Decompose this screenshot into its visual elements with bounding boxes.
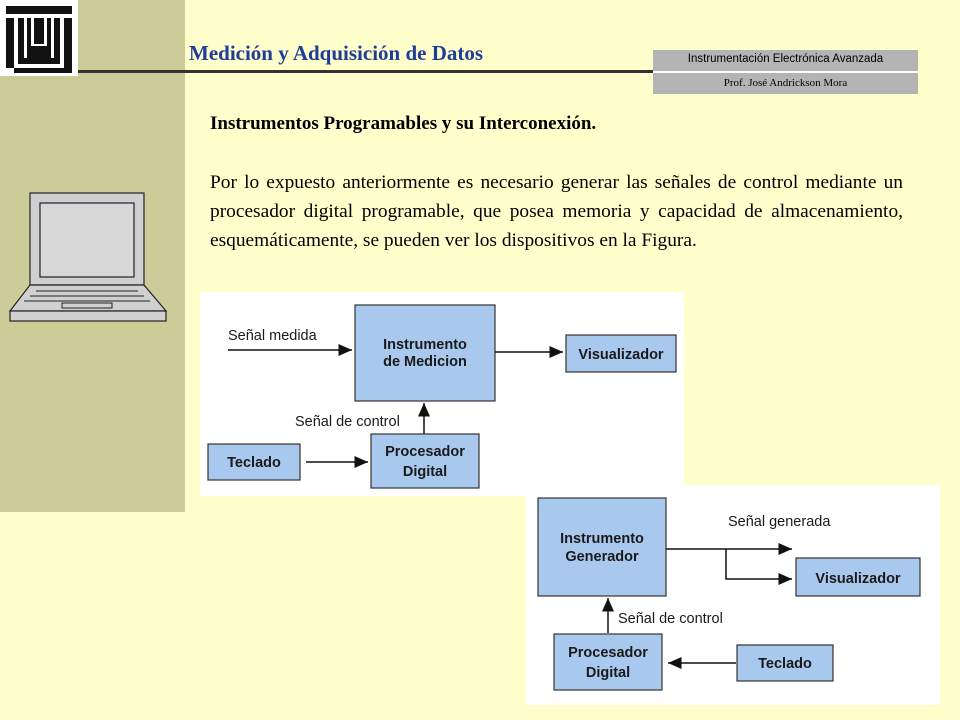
processor-label-2: Digital (585, 665, 631, 681)
measuring-instrument-block (355, 305, 495, 401)
control-signal-label: Señal de control (618, 611, 723, 627)
processor-block (554, 634, 662, 690)
title-underline (78, 70, 653, 73)
professor-name: Prof. José Andrickson Mora (723, 77, 848, 89)
course-info-box (653, 50, 918, 94)
generator-instrument-label-1: Instrumento (560, 531, 644, 547)
slide-title: Medición y Adquisición de Datos (189, 41, 484, 65)
keyboard-label: Teclado (758, 656, 812, 672)
generator-instrument-label-2: Generador (565, 549, 639, 565)
measurement-block-diagram (200, 292, 684, 496)
measuring-instrument-label-2: de Medicion (383, 354, 467, 370)
generator-instrument-block (538, 498, 666, 596)
body-paragraph: Por lo expuesto anteriormente es necesario generar las señales de control mediante un procesador digital programable, que posea memoria y capacidad de almacenamiento, esquemáticamente, se pueden ver los dispositivos en la Figura. (210, 172, 903, 251)
control-signal-label: Señal de control (295, 414, 400, 430)
measured-signal-label: Señal medida (228, 328, 317, 344)
processor-label-1: Procesador (568, 645, 648, 661)
section-heading: Instrumentos Programables y su Interconexión. (210, 113, 597, 134)
generated-signal-label: Señal generada (728, 514, 831, 530)
processor-label-2: Digital (402, 464, 448, 480)
course-name: Instrumentación Electrónica Avanzada (687, 53, 884, 65)
display-label: Visualizador (815, 571, 901, 587)
processor-label-1: Procesador (385, 444, 465, 460)
measuring-instrument-label-1: Instrumento (383, 337, 467, 353)
laptop-icon (0, 185, 172, 330)
course-divider (653, 71, 918, 73)
generator-block-diagram (526, 485, 940, 705)
keyboard-label: Teclado (227, 455, 281, 471)
institution-logo-icon (0, 0, 78, 76)
display-label: Visualizador (578, 347, 664, 363)
display-branch-arrow (726, 549, 792, 579)
